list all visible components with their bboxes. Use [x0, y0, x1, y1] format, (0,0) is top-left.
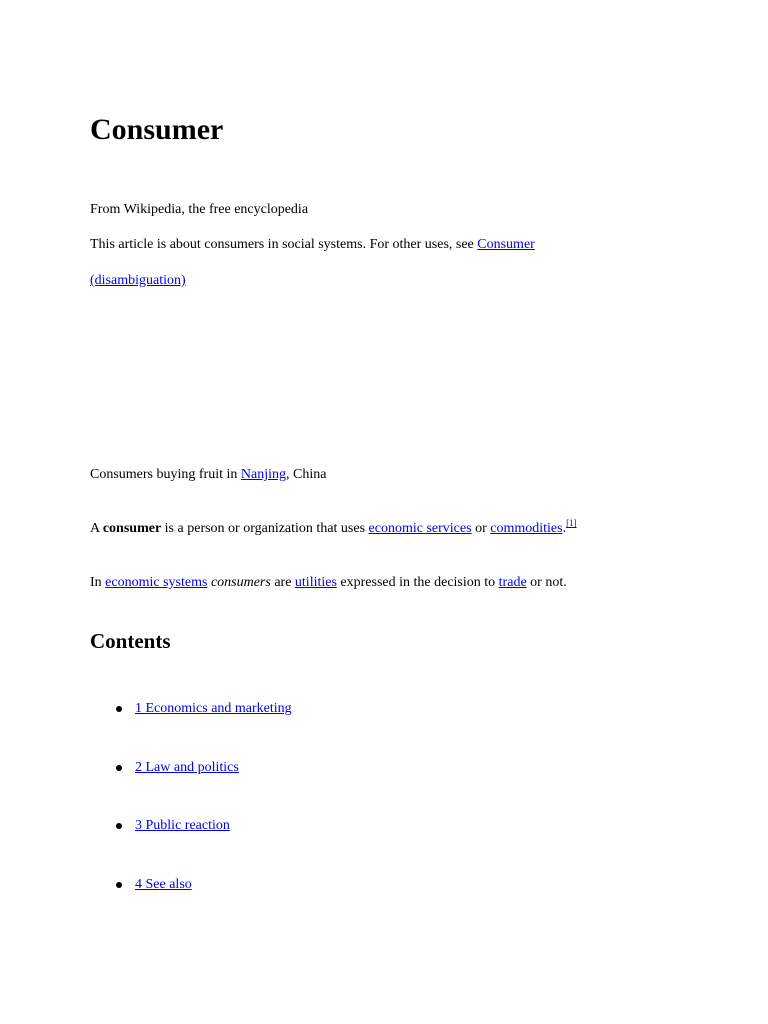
trade-link[interactable]: trade: [498, 575, 527, 590]
bullet-icon: [116, 823, 122, 829]
econ-italic-term: consumers: [210, 575, 271, 590]
econ-in: In: [90, 575, 106, 590]
toc-link-economics-and-marketing[interactable]: 1 Economics and marketing: [135, 701, 292, 716]
economic-services-link[interactable]: economic services: [368, 521, 472, 536]
disambiguation-link-part2[interactable]: (disambiguation): [90, 273, 186, 288]
bullet-icon: [116, 882, 122, 888]
econ-text: expressed in the decision to: [336, 575, 499, 590]
economic-systems-link[interactable]: economic systems: [105, 575, 208, 590]
econ-are: are: [270, 575, 295, 590]
commodities-link[interactable]: commodities: [490, 521, 563, 536]
lead-text: is a person or organization that uses: [161, 521, 369, 536]
tagline: From Wikipedia, the free encyclopedia: [90, 202, 309, 217]
econ-end: or not.: [526, 575, 567, 590]
lead-period: .: [562, 521, 567, 536]
nanjing-link[interactable]: Nanjing: [240, 467, 286, 482]
toc-link-public-reaction[interactable]: 3 Public reaction: [135, 818, 230, 833]
image-caption: [90, 465, 326, 485]
hatnote: [90, 235, 535, 255]
reference-1-link[interactable]: [1]: [566, 518, 577, 528]
bullet-icon: [116, 765, 122, 771]
lead-a: A: [90, 521, 103, 536]
toc-link-see-also[interactable]: 4 See also: [135, 877, 192, 892]
lead-bold-term: consumer: [102, 521, 162, 536]
page-title: Consumer: [90, 113, 224, 146]
hatnote-text: This article is about consumers in social systems. For other uses, see: [90, 237, 478, 252]
hatnote-continued: [90, 271, 186, 291]
contents-heading: Contents: [90, 629, 171, 653]
lead-or: or: [471, 521, 491, 536]
utilities-link[interactable]: utilities: [294, 575, 337, 590]
bullet-icon: [116, 706, 122, 712]
economic-systems-paragraph: [90, 573, 567, 593]
lead-paragraph: [90, 519, 577, 539]
caption-text: Consumers buying fruit in: [90, 467, 241, 482]
toc-link-law-and-politics[interactable]: 2 Law and politics: [135, 760, 239, 775]
caption-suffix: , China: [286, 467, 327, 482]
disambiguation-link-part1[interactable]: Consumer: [477, 237, 535, 252]
